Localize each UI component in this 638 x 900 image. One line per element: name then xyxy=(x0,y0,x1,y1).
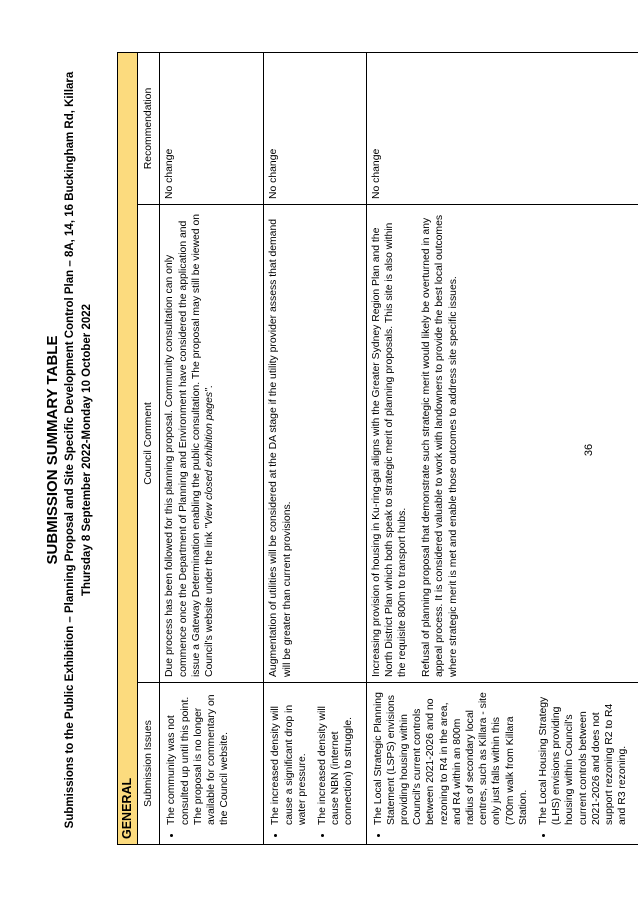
comment-paragraph: Increasing provision of housing in Ku-ring-gai aligns with the Greater Sydney Region Plan and the North District Plan which both speak to strategic merit of planning proposals. This site is also within the requisite 800m to transport hubs. xyxy=(370,222,409,677)
recommendation-cell: No change xyxy=(366,52,638,204)
issues-cell xyxy=(366,683,638,845)
comment-paragraph: Augmentation of utilities will be considered at the DA stage if the utility provider assess that demand will be greater than current provisions. xyxy=(268,218,293,677)
issue-item: • The Local Strategic Planning Statement (LSPS) envisions providing housing within Council's current controls between 2021-2026 and no rezoning to R4 in the area, and R4 within an 800m radius of secondary local centres, such as Killara - site only just falls within this (700m walk from Killara Station. xyxy=(372,688,530,825)
comment-cell xyxy=(264,205,366,683)
issues-cell xyxy=(264,683,366,845)
issue-item: • The increased density will cause NBN (internet connection) to struggle. xyxy=(316,688,356,825)
column-header-issues: Submission Issues xyxy=(138,683,160,845)
section-header: GENERAL xyxy=(118,52,138,844)
issue-item: • The increased density will cause a significant drop in water pressure. xyxy=(269,688,309,825)
column-header-comment: Council Comment xyxy=(138,205,160,683)
issues-cell xyxy=(160,683,264,845)
table-row xyxy=(366,52,638,844)
page-number: 36 xyxy=(583,443,595,457)
comment-cell xyxy=(366,205,638,683)
exhibition-dates: Thursday 8 September 2022-Monday 10 October 2022 xyxy=(81,303,93,597)
comment-text: Due process has been followed for this planning proposal. Community consultation can only commence once the Department of Planning and Environment have considered the application and issue a Gateway Determination enabling the public consultation. The proposal may still be viewed on Council's website under the link xyxy=(164,213,216,677)
comment-end: . xyxy=(204,385,216,389)
column-header-recommendation: Recommendation xyxy=(138,52,160,204)
page-title: SUBMISSION SUMMARY TABLE xyxy=(44,335,61,565)
table-row xyxy=(264,52,366,844)
comment-paragraph: Refusal of planning proposal that demonstrate such strategic merit would likely be overturned in any appeal process. It is considered valuable to work with landowners to provide the best local outcomes where strategic merit is met and enable those outcomes to address site specific issues. xyxy=(421,214,459,677)
recommendation-cell: No change xyxy=(160,52,264,204)
issue-item: • The Local Housing Strategy (LHS) envisions providing housing within Council's current controls between 2021-2026 and does not support rezoning R2 to R4 and R3 rezoning. xyxy=(537,688,629,825)
comment-link-text: "View closed exhibition pages" xyxy=(204,388,216,529)
comment-cell xyxy=(160,205,264,683)
table-header-row xyxy=(138,52,160,844)
table-row xyxy=(160,52,264,844)
issue-item: • The community was not consulted up until this point. The proposal is no longer available for commentary on the Council website. xyxy=(165,688,231,825)
recommendation-cell: No change xyxy=(264,52,366,204)
submission-table xyxy=(117,52,638,845)
page-subtitle: Submissions to the Public Exhibition – Planning Proposal and Site Specific Development Control Plan – 8A, 14, 16 Buckingham Rd, Killara xyxy=(64,71,76,829)
